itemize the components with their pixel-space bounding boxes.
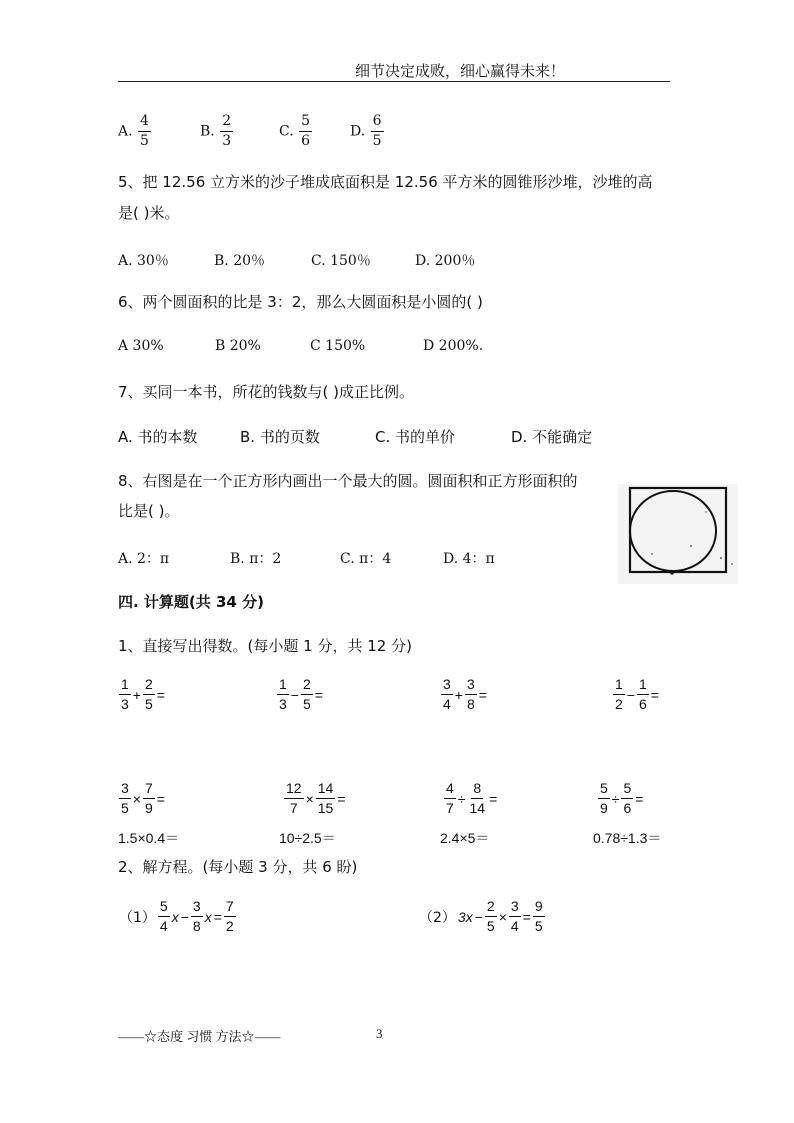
calc1-expr-12: 0.78÷1.3＝ <box>593 830 662 846</box>
calc1-expr-6: $\frac{12}{7}$ × $\frac{14}{15}$ = <box>286 780 346 816</box>
calc1-expr-4: $\frac{1}{2}$ − $\frac{1}{6}$ = <box>615 676 659 712</box>
calc1-expr-7: $\frac{4}{7}$ ÷ $\frac{8}{14}$ = <box>446 780 498 816</box>
q7-option-d: D. 不能确定 <box>511 428 593 446</box>
q6-option-b: B 20% <box>215 338 261 354</box>
page-number: 3 <box>376 1026 383 1041</box>
equation-2: （2） 3x − $\frac{2}{5}$ × $\frac{3}{4}$ = $\frac{9}{5}$ <box>419 898 543 934</box>
q6-option-a: A 30% <box>118 338 164 354</box>
calc1-expr-1: $\frac{1}{3}$ + $\frac{2}{5}$ = <box>121 676 165 712</box>
section4-title: 四. 计算题(共 34 分) <box>118 593 264 611</box>
q7-option-a: A. 书的本数 <box>118 428 198 446</box>
q7-option-b: B. 书的页数 <box>240 428 320 446</box>
q4-option-a: A. $\frac{4}{5}$ <box>118 113 149 149</box>
q5-option-d: D. 200％ <box>415 253 476 269</box>
calc1-expr-11: 2.4×5＝ <box>440 830 490 846</box>
q5-option-c: C. 150％ <box>311 253 371 269</box>
q8-option-c: C. π：4 <box>340 551 392 567</box>
q5-option-a: A. 30％ <box>118 253 169 269</box>
equation-1: （1） $\frac{5}{4}$ x − $\frac{3}{8}$ x = $\frac{7}{2}$ <box>119 898 234 934</box>
calc1-title: 1、直接写出得数。(每小题 1 分，共 12 分) <box>118 637 412 655</box>
calc1-expr-9: 1.5×0.4＝ <box>118 830 180 846</box>
q6-text: 6、两个圆面积的比是 3：2，那么大圆面积是小圆的( ) <box>118 293 483 311</box>
q7-option-c: C. 书的单价 <box>375 428 456 446</box>
header-motto: 细节决定成败，细心赢得未来！ <box>355 62 566 80</box>
q5-line1: 5、把 12.56 立方米的沙子堆成底面积是 12.56 平方米的圆锥形沙堆，沙堆的高 <box>118 173 653 191</box>
calc1-expr-2: $\frac{1}{3}$ − $\frac{2}{5}$ = <box>279 676 323 712</box>
q8-line2: 比是( )。 <box>118 502 180 520</box>
circle-in-square-figure <box>618 484 738 584</box>
calc2-title: 2、解方程。(每小题 3 分，共 6 盼) <box>118 858 358 876</box>
q6-option-d: D 200%. <box>423 338 484 354</box>
q4-option-c: C. $\frac{5}{6}$ <box>279 113 311 149</box>
q7-text: 7、买同一本书，所花的钱数与( )成正比例。 <box>118 383 415 401</box>
q8-line1: 8、右图是在一个正方形内画出一个最大的圆。圆面积和正方形面积的 <box>118 472 578 490</box>
q8-option-d: D. 4：π <box>443 551 495 567</box>
calc1-expr-5: $\frac{3}{5}$ × $\frac{7}{9}$ = <box>121 780 165 816</box>
q5-option-b: B. 20％ <box>214 253 266 269</box>
footer-slogan: ——☆态度 习惯 方法☆—— <box>118 1029 281 1044</box>
q8-option-a: A. 2：π <box>118 551 170 567</box>
header-divider <box>118 81 670 82</box>
q6-option-c: C 150% <box>310 338 366 354</box>
q4-option-d: D. $\frac{6}{5}$ <box>350 113 382 149</box>
q5-line2: 是( )米。 <box>118 204 180 222</box>
q8-option-b: B. π：2 <box>230 551 282 567</box>
calc1-expr-3: $\frac{3}{4}$ + $\frac{3}{8}$ = <box>443 676 487 712</box>
q4-option-b: B. $\frac{2}{3}$ <box>200 113 232 149</box>
calc1-expr-8: $\frac{5}{9}$ ÷ $\frac{5}{6}$ = <box>600 780 644 816</box>
calc1-expr-10: 10÷2.5＝ <box>279 830 336 846</box>
